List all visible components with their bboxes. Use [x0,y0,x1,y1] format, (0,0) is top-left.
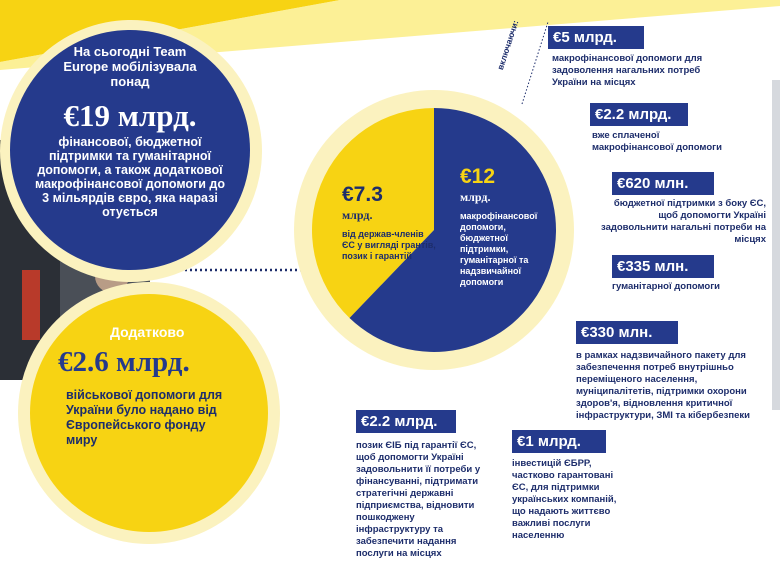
military-desc: військової допомоги для України було надано від Європейського фонду миру [66,388,223,447]
item-amount-4: €330 млн. [576,321,678,344]
item-desc-6: позик ЄІБ під гарантії ЄС, щоб допомогти Україні задовольнити її потреби у фінансуванні, підтримати стратегічні державні підприємства, відновити пошкоджену інфраструктуру та забезпечити надання послуги на місцях [356,440,481,559]
pie-label-eu [460,166,546,288]
item-desc-0: макрофінансової допомоги для задоволення нагальних потреб України на місцях [552,53,703,88]
military-amount: €2.6 млрд. [58,346,190,378]
summary-desc: фінансової, бюджетної підтримки та гуманітарної допомоги, а також додаткової макрофінансової допомоги до 3 мільярдів євро, яка наразі отується [35,135,225,219]
photo-red-accent [22,270,40,340]
item-amount-3: €335 млн. [612,255,714,278]
pie-amount-eu: €12 [460,165,496,188]
item-amount-2: €620 млн. [612,172,714,195]
pie-label-member-states [342,184,442,262]
summary-intro: На сьогодні Team Europe мобілізувала понад [63,44,197,89]
item-desc-3: гуманітарної допомоги [612,281,721,292]
pie-unit-eu: млрд. [460,190,491,204]
pie-unit-member-states: млрд. [342,208,373,222]
item-amount-0: €5 млрд. [548,26,644,49]
pie-desc-eu: макрофінансової допомоги, бюджетної підтримки, гуманітарної та надзвичайної допомоги [460,211,538,287]
item-desc-1: вже сплаченої макрофінансової допомоги [592,130,722,153]
item-desc-5: інвестицій ЄБРР, частково гарантовані ЄС, для підтримки українських компаній, що надають життєво важливі послуги населенню [512,458,617,541]
military-circle [30,294,268,532]
item-desc-2: бюджетної підтримки з боку ЄС, щоб допомогти Україні задовольнити нагальні потреби на місцях [600,198,766,245]
included-label: включаючи: [495,19,521,72]
military-intro: Додатково [110,324,185,340]
pie-desc-member-states: від держав-членів ЄС у вигляді грантів, позик і гарантій [342,229,436,261]
right-edge-strip [772,80,780,410]
item-amount-6: €2.2 млрд. [356,410,456,433]
summary-amount: €19 млрд. [63,98,197,133]
item-desc-4: в рамках надзвичайного пакету для забезпечення потреб внутрішньо переміщеного населення, муніципалітетів, підтримки охорони здоров'я, відновлення критичної інфраструктури, ЗМІ та кібербезпеки [576,350,750,421]
item-amount-5: €1 млрд. [512,430,606,453]
pie-amount-member-states: €7.3 [342,183,383,206]
item-amount-1: €2.2 млрд. [590,103,688,126]
summary-circle [10,30,250,270]
